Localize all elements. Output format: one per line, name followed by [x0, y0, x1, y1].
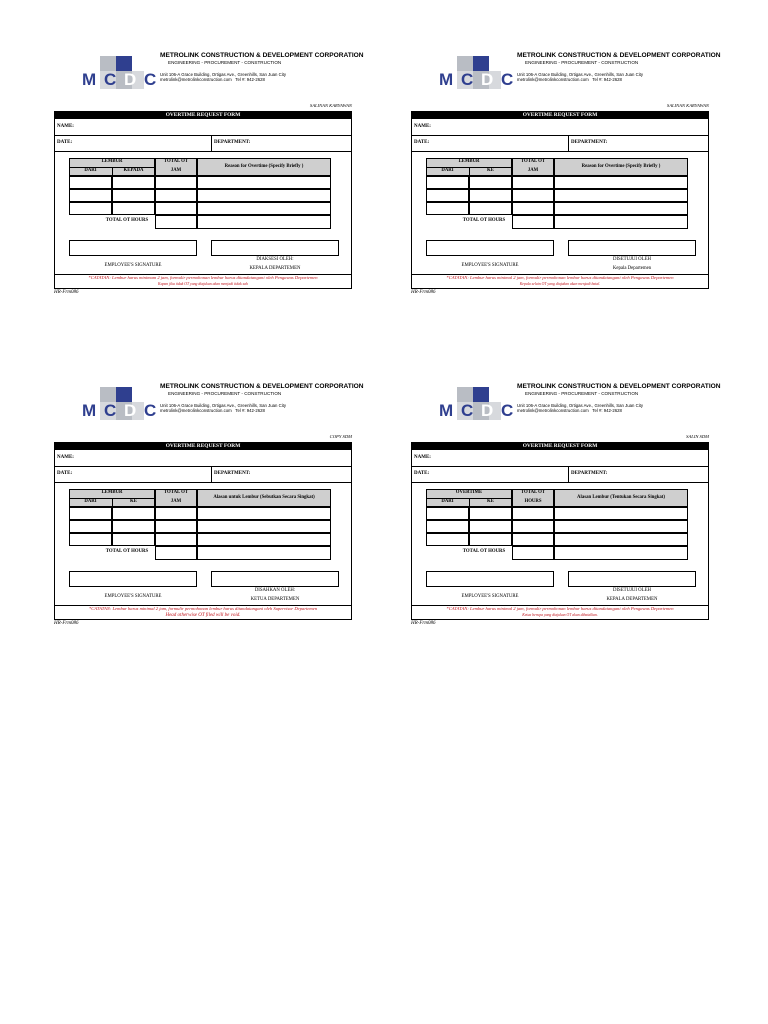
company-tagline: ENGINEERING - PROCUREMENT - CONSTRUCTION	[168, 60, 282, 65]
form-title: OVERTIME REQUEST FORM	[55, 443, 351, 450]
total-hours-cell[interactable]	[155, 215, 197, 229]
department-label: DEPARTMENT:	[214, 471, 251, 476]
to-cell[interactable]	[469, 202, 512, 215]
from-label: DARI	[84, 499, 97, 504]
company-email: metrolink@metrolinkconstruction.com	[517, 408, 589, 413]
name-label: NAME:	[57, 124, 74, 129]
total-ot-label: TOTAL OT	[163, 490, 189, 495]
reason-label: Alasan Lembur (Tentukan Secara Singkat)	[577, 495, 665, 500]
hours-cell[interactable]	[512, 520, 554, 533]
hours-cell[interactable]	[155, 507, 197, 520]
from-cell[interactable]	[69, 176, 112, 189]
employee-signature-box[interactable]	[69, 571, 197, 587]
to-label: KE	[130, 499, 137, 504]
overtime-table	[69, 489, 331, 562]
approval-signature-box[interactable]	[568, 240, 696, 256]
logo-letter: D	[481, 70, 494, 89]
reason-cell[interactable]	[554, 546, 688, 560]
company-email: metrolink@metrolinkconstruction.com	[160, 408, 232, 413]
name-row[interactable]	[55, 119, 351, 136]
copy-label: COPY SDM	[329, 434, 352, 439]
logo-letter: C	[461, 401, 474, 420]
logo-letter: M	[82, 70, 97, 89]
name-row[interactable]	[412, 119, 708, 136]
hours-cell[interactable]	[512, 176, 554, 189]
reason-cell[interactable]	[197, 215, 331, 229]
reason-cell[interactable]	[554, 507, 688, 520]
note-text-2: Kepala selain OT yang diajukan akan menjadi batal.	[519, 282, 601, 286]
company-contact	[160, 408, 350, 413]
copy-label: SALIN SDM	[686, 434, 709, 439]
reason-cell[interactable]	[197, 189, 331, 202]
to-cell[interactable]	[469, 520, 512, 533]
company-address: Unit 106-A Grace Building, Ortigas Ave., Greenhills, San Juan City	[517, 72, 644, 77]
form-title: OVERTIME REQUEST FORM	[55, 112, 351, 119]
name-row[interactable]	[412, 450, 708, 467]
approval-label: DISAHKAN OLEH:	[254, 588, 296, 593]
to-cell[interactable]	[469, 189, 512, 202]
date-row[interactable]	[55, 135, 351, 152]
department-label: DEPARTMENT:	[571, 471, 608, 476]
hours-cell[interactable]	[155, 533, 197, 546]
hours-cell[interactable]	[512, 202, 554, 215]
company-name: METROLINK CONSTRUCTION & DEVELOPMENT CORPORATION	[160, 383, 364, 390]
company-name: METROLINK CONSTRUCTION & DEVELOPMENT CORPORATION	[160, 52, 364, 59]
total-hours-cell[interactable]	[512, 546, 554, 560]
company-logo	[439, 387, 519, 425]
company-info	[517, 383, 721, 413]
reason-label: Reason for Overtime (Specify Briefly )	[224, 164, 304, 169]
company-info	[160, 52, 364, 82]
company-tagline: ENGINEERING - PROCUREMENT - CONSTRUCTION	[525, 60, 639, 65]
group-label: LEMBUR	[101, 490, 123, 495]
from-cell[interactable]	[426, 520, 469, 533]
employee-signature-box[interactable]	[426, 240, 554, 256]
company-address: Unit 106-A Grace Building, Ortigas Ave., Greenhills, San Juan City	[517, 403, 644, 408]
overtime-table	[69, 158, 331, 231]
to-label: KE	[487, 499, 494, 504]
approval-label: DISETUJUI OLEH	[613, 588, 651, 593]
logo-letter: C	[104, 401, 117, 420]
employee-signature-label: EMPLOYEE'S SIGNATURE	[104, 263, 162, 268]
approval-label: DIAKSESI OLEH:	[256, 257, 294, 262]
from-label: DARI	[441, 499, 454, 504]
date-label: DATE:	[414, 471, 430, 476]
total-hours-cell[interactable]	[155, 546, 197, 560]
company-email: metrolink@metrolinkconstruction.com	[517, 77, 589, 82]
to-cell[interactable]	[112, 176, 155, 189]
company-logo	[439, 56, 519, 94]
logo-letter: M	[439, 401, 454, 420]
note-text-2: Head otherwise OT filed will be void.	[165, 613, 241, 618]
employee-signature-box[interactable]	[426, 571, 554, 587]
hours-cell[interactable]	[512, 507, 554, 520]
company-email: metrolink@metrolinkconstruction.com	[160, 77, 232, 82]
form-code: HR-Frm086	[411, 621, 436, 626]
note-text-2: Kapan jika tidak OT yang diajukan akan menjadi tidak sah	[158, 282, 248, 286]
total-ot-label: TOTAL OT	[520, 490, 546, 495]
approval-title: KEPALA DEPARTEMEN	[249, 266, 301, 271]
from-cell[interactable]	[426, 507, 469, 520]
note-text: *CATATAN: Lembur harus minimum 2 jam, formulir permohonan lembur harus ditandatangani oleh Pengawas Departemen	[88, 275, 318, 280]
total-ot-label: TOTAL OT	[520, 159, 546, 164]
total-hours-label: TOTAL OT HOURS	[462, 218, 506, 223]
hours-cell[interactable]	[155, 189, 197, 202]
approval-signature-box[interactable]	[211, 240, 339, 256]
to-cell[interactable]	[469, 533, 512, 546]
company-info	[160, 383, 364, 413]
from-cell[interactable]	[69, 533, 112, 546]
logo-letter: M	[439, 70, 454, 89]
company-tel: Tel #: 942-2628	[235, 408, 265, 413]
reason-cell[interactable]	[554, 202, 688, 215]
date-label: DATE:	[57, 140, 73, 145]
logo-letter: C	[501, 401, 514, 420]
total-ot-unit: JAM	[527, 168, 539, 173]
reason-cell[interactable]	[197, 507, 331, 520]
hours-cell[interactable]	[512, 533, 554, 546]
overtime-form	[411, 52, 721, 314]
logo-letter: C	[104, 70, 117, 89]
note-text: *CATATAN: Lembur harus minimal 2 jam, formulir permohonan lembur harus ditandatangani oleh Pengawas Departemen	[446, 275, 674, 280]
department-label: DEPARTMENT:	[571, 140, 608, 145]
total-ot-label: TOTAL OT	[163, 159, 189, 164]
company-contact	[517, 408, 707, 413]
reason-cell[interactable]	[197, 533, 331, 546]
total-ot-unit: JAM	[170, 499, 182, 504]
reason-cell[interactable]	[554, 533, 688, 546]
form-box	[411, 442, 709, 620]
from-label: DARI	[84, 168, 97, 173]
logo-letter: M	[82, 401, 97, 420]
form-box	[54, 111, 352, 289]
from-cell[interactable]	[69, 202, 112, 215]
from-cell[interactable]	[69, 189, 112, 202]
group-label: LEMBUR	[101, 159, 123, 164]
logo-letter: C	[501, 70, 514, 89]
reason-cell[interactable]	[554, 189, 688, 202]
total-hours-label: TOTAL OT HOURS	[462, 549, 506, 554]
company-name: METROLINK CONSTRUCTION & DEVELOPMENT CORPORATION	[517, 383, 721, 390]
from-cell[interactable]	[69, 507, 112, 520]
reason-label: Reason for Overtime (Specify Briefly )	[581, 164, 661, 169]
employee-signature-box[interactable]	[69, 240, 197, 256]
total-ot-unit: HOURS	[524, 499, 542, 504]
to-cell[interactable]	[112, 533, 155, 546]
form-title: OVERTIME REQUEST FORM	[412, 443, 708, 450]
company-tagline: ENGINEERING - PROCUREMENT - CONSTRUCTION	[168, 391, 282, 396]
company-tel: Tel #: 942-2628	[235, 77, 265, 82]
logo-letter: D	[124, 401, 137, 420]
group-label: LEMBUR	[458, 159, 480, 164]
hours-cell[interactable]	[155, 202, 197, 215]
employee-signature-label: EMPLOYEE'S SIGNATURE	[104, 594, 162, 599]
from-cell[interactable]	[426, 202, 469, 215]
reason-cell[interactable]	[554, 215, 688, 229]
date-row[interactable]	[412, 466, 708, 483]
approval-title: KETUA DEPARTEMEN	[250, 597, 300, 602]
form-code: HR-Frm086	[54, 290, 79, 295]
logo-letter: C	[144, 401, 157, 420]
to-cell[interactable]	[469, 176, 512, 189]
from-cell[interactable]	[426, 189, 469, 202]
overtime-form	[54, 52, 364, 314]
form-code: HR-Frm086	[54, 621, 79, 626]
form-box	[411, 111, 709, 289]
overtime-form	[411, 383, 721, 645]
group-label: OVERTIME	[455, 490, 483, 495]
reason-cell[interactable]	[197, 176, 331, 189]
reason-cell[interactable]	[554, 520, 688, 533]
hours-cell[interactable]	[155, 176, 197, 189]
logo-letter: C	[461, 70, 474, 89]
company-header	[439, 383, 721, 433]
reason-cell[interactable]	[197, 546, 331, 560]
total-hours-label: TOTAL OT HOURS	[105, 549, 149, 554]
reason-cell[interactable]	[554, 176, 688, 189]
total-hours-cell[interactable]	[512, 215, 554, 229]
logo-letter: D	[124, 70, 137, 89]
company-contact	[160, 77, 350, 82]
name-label: NAME:	[414, 455, 431, 460]
to-label: KEPADA	[123, 168, 144, 173]
company-logo	[82, 56, 162, 94]
to-cell[interactable]	[112, 189, 155, 202]
hours-cell[interactable]	[512, 189, 554, 202]
company-contact	[517, 77, 707, 82]
approval-signature-box[interactable]	[568, 571, 696, 587]
approval-label: DISETUJUI OLEH	[613, 257, 651, 262]
employee-signature-label: EMPLOYEE'S SIGNATURE	[461, 263, 519, 268]
company-logo	[82, 387, 162, 425]
overtime-form	[54, 383, 364, 645]
date-label: DATE:	[414, 140, 430, 145]
approval-signature-box[interactable]	[211, 571, 339, 587]
to-cell[interactable]	[469, 507, 512, 520]
reason-label: Alasan untuk Lembur (Sebutkan Secara Singkat)	[213, 495, 315, 500]
approval-title: Kepala Departemen	[612, 266, 652, 271]
name-label: NAME:	[414, 124, 431, 129]
to-cell[interactable]	[112, 507, 155, 520]
name-row[interactable]	[55, 450, 351, 467]
note-text-2: Ketua berupa yang diajukan OT akan dibatalkan.	[522, 613, 598, 617]
company-info	[517, 52, 721, 82]
from-cell[interactable]	[426, 176, 469, 189]
company-name: METROLINK CONSTRUCTION & DEVELOPMENT CORPORATION	[517, 52, 721, 59]
form-title: OVERTIME REQUEST FORM	[412, 112, 708, 119]
company-header	[439, 52, 721, 102]
date-label: DATE:	[57, 471, 73, 476]
date-row[interactable]	[55, 466, 351, 483]
note-text: *CATATAN: Lembur harus minimal 2 jam, formulir permohonan lembur harus ditandatangani oleh Pengawas Departemen	[446, 606, 674, 611]
total-ot-unit: JAM	[170, 168, 182, 173]
employee-signature-label: EMPLOYEE'S SIGNATURE	[461, 594, 519, 599]
overtime-table	[426, 158, 688, 231]
to-cell[interactable]	[112, 202, 155, 215]
copy-label: SALINAN KARYAWAN	[666, 103, 709, 108]
hours-cell[interactable]	[155, 520, 197, 533]
company-header	[82, 383, 364, 433]
to-label: KE	[487, 168, 494, 173]
from-label: DARI	[441, 168, 454, 173]
company-tel: Tel #: 942-2628	[592, 408, 622, 413]
department-label: DEPARTMENT:	[214, 140, 251, 145]
form-code: HR-Frm086	[411, 290, 436, 295]
approval-title: KEPALA DEPARTEMEN	[606, 597, 658, 602]
from-cell[interactable]	[69, 520, 112, 533]
from-cell[interactable]	[426, 533, 469, 546]
total-hours-label: TOTAL OT HOURS	[105, 218, 149, 223]
company-address: Unit 106-A Grace Building, Ortigas Ave., Greenhills, San Juan City	[160, 403, 287, 408]
copy-label: SALINAN KARYAWAN	[309, 103, 352, 108]
company-address: Unit 106-A Grace Building, Ortigas Ave., Greenhills, San Juan City	[160, 72, 287, 77]
form-box	[54, 442, 352, 620]
reason-cell[interactable]	[197, 520, 331, 533]
logo-letter: D	[481, 401, 494, 420]
company-tel: Tel #: 942-2628	[592, 77, 622, 82]
name-label: NAME:	[57, 455, 74, 460]
date-row[interactable]	[412, 135, 708, 152]
note-text: *CATATAN: Lembur harus minimal 2 jam, formulir permohonan lembur harus ditandatangani oleh Supervisor Departemen	[88, 606, 318, 611]
to-cell[interactable]	[112, 520, 155, 533]
company-header	[82, 52, 364, 102]
logo-letter: C	[144, 70, 157, 89]
reason-cell[interactable]	[197, 202, 331, 215]
overtime-table	[426, 489, 688, 562]
company-tagline: ENGINEERING - PROCUREMENT - CONSTRUCTION	[525, 391, 639, 396]
